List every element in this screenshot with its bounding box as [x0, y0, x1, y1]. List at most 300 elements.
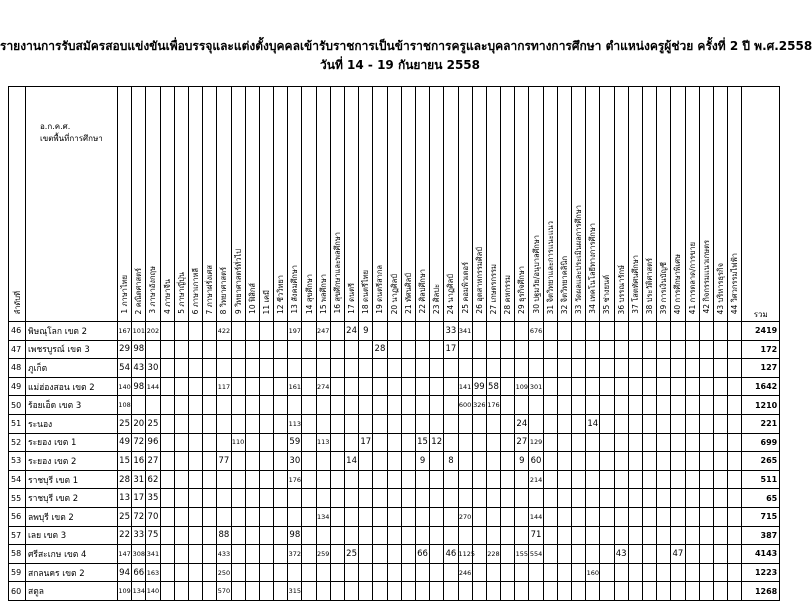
cell-subject-31 [543, 545, 557, 564]
cell-subject-10 [245, 452, 259, 471]
cell-subject-14 [302, 377, 316, 396]
cell-subject-18: 17 [359, 433, 373, 452]
cell-subject-44 [728, 322, 742, 341]
header-subject-27: 27 เกษตรกรรม [486, 87, 500, 322]
cell-subject-30: 144 [529, 507, 543, 526]
cell-subject-15 [316, 470, 330, 489]
header-subject-25: 25 คอมพิวเตอร์ [458, 87, 472, 322]
cell-subject-20 [387, 433, 401, 452]
cell-subject-39 [657, 582, 671, 601]
header-subject-17: 17 ดนตรี [345, 87, 359, 322]
cell-subject-41 [685, 470, 699, 489]
cell-subject-21 [401, 377, 415, 396]
cell-subject-35 [600, 470, 614, 489]
cell-subject-31 [543, 359, 557, 378]
cell-subject-28 [501, 340, 515, 359]
cell-subject-8: 117 [217, 377, 231, 396]
cell-subject-34 [586, 340, 600, 359]
cell-subject-27 [486, 526, 500, 545]
cell-subject-24 [444, 377, 458, 396]
cell-subject-6 [188, 359, 202, 378]
cell-subject-25 [458, 414, 472, 433]
cell-subject-34 [586, 377, 600, 396]
cell-subject-3: 25 [146, 414, 160, 433]
cell-subject-3: 144 [146, 377, 160, 396]
cell-subject-9 [231, 545, 245, 564]
cell-subject-35 [600, 433, 614, 452]
cell-subject-19 [373, 489, 387, 508]
table-row [9, 489, 780, 508]
cell-subject-18 [359, 377, 373, 396]
cell-subject-20 [387, 507, 401, 526]
cell-subject-2: 20 [132, 414, 146, 433]
cell-subject-12 [274, 507, 288, 526]
cell-subject-9: 110 [231, 433, 245, 452]
row-area: แม่ฮ่องสอน เขต 2 [26, 377, 118, 396]
cell-subject-13 [288, 396, 302, 415]
header-subject-5: 5 ภาษาญี่ปุ่น [174, 87, 188, 322]
cell-subject-38 [642, 452, 656, 471]
cell-subject-22 [415, 489, 429, 508]
cell-subject-27 [486, 470, 500, 489]
cell-subject-23 [430, 563, 444, 582]
cell-subject-23 [430, 452, 444, 471]
cell-subject-7 [203, 414, 217, 433]
row-no: 58 [9, 545, 26, 564]
cell-subject-35 [600, 582, 614, 601]
cell-subject-25 [458, 452, 472, 471]
cell-subject-9 [231, 489, 245, 508]
cell-subject-10 [245, 433, 259, 452]
table-row [9, 433, 780, 452]
cell-subject-17 [345, 340, 359, 359]
cell-subject-12 [274, 359, 288, 378]
cell-subject-11 [259, 470, 273, 489]
cell-subject-25: 270 [458, 507, 472, 526]
cell-subject-3 [146, 396, 160, 415]
row-no: 56 [9, 507, 26, 526]
cell-subject-6 [188, 489, 202, 508]
cell-subject-12 [274, 489, 288, 508]
cell-subject-44 [728, 340, 742, 359]
row-total: 1268 [742, 582, 780, 601]
cell-subject-26 [472, 489, 486, 508]
cell-subject-1: 28 [118, 470, 132, 489]
cell-subject-11 [259, 582, 273, 601]
cell-subject-25: 246 [458, 563, 472, 582]
cell-subject-28 [501, 489, 515, 508]
cell-subject-43 [713, 433, 727, 452]
header-subject-13: 13 สังคมศึกษา [288, 87, 302, 322]
cell-subject-27 [486, 359, 500, 378]
cell-subject-23 [430, 340, 444, 359]
cell-subject-21 [401, 414, 415, 433]
cell-subject-1: 49 [118, 433, 132, 452]
cell-subject-11 [259, 507, 273, 526]
cell-subject-40 [671, 396, 685, 415]
cell-subject-41 [685, 526, 699, 545]
header-subject-41: 41 การตลาด/การขาย [685, 87, 699, 322]
cell-subject-26 [472, 582, 486, 601]
cell-subject-42 [699, 396, 713, 415]
cell-subject-3: 30 [146, 359, 160, 378]
header-subject-6: 6 ภาษาเกาหลี [188, 87, 202, 322]
cell-subject-33 [572, 414, 586, 433]
cell-subject-12 [274, 396, 288, 415]
cell-subject-43 [713, 396, 727, 415]
cell-subject-36 [614, 377, 628, 396]
cell-subject-41 [685, 452, 699, 471]
cell-subject-18 [359, 526, 373, 545]
cell-subject-18 [359, 507, 373, 526]
table-row [9, 507, 780, 526]
cell-subject-44 [728, 396, 742, 415]
cell-subject-37 [628, 396, 642, 415]
cell-subject-42 [699, 433, 713, 452]
cell-subject-2: 66 [132, 563, 146, 582]
row-no: 50 [9, 396, 26, 415]
cell-subject-39 [657, 507, 671, 526]
cell-subject-10 [245, 340, 259, 359]
cell-subject-29 [515, 359, 529, 378]
header-area: อ.ก.ค.ศ. เขตพื้นที่การศึกษา [26, 87, 118, 322]
cell-subject-33 [572, 582, 586, 601]
cell-subject-32 [557, 452, 571, 471]
cell-subject-13: 315 [288, 582, 302, 601]
cell-subject-39 [657, 322, 671, 341]
cell-subject-36 [614, 396, 628, 415]
cell-subject-8 [217, 340, 231, 359]
row-total: 1642 [742, 377, 780, 396]
cell-subject-4 [160, 489, 174, 508]
cell-subject-39 [657, 489, 671, 508]
row-total: 2419 [742, 322, 780, 341]
cell-subject-5 [174, 377, 188, 396]
cell-subject-7 [203, 340, 217, 359]
cell-subject-35 [600, 396, 614, 415]
cell-subject-12 [274, 433, 288, 452]
cell-subject-31 [543, 526, 557, 545]
cell-subject-24: 17 [444, 340, 458, 359]
cell-subject-4 [160, 322, 174, 341]
cell-subject-1: 29 [118, 340, 132, 359]
header-subject-36: 36 บรรณารักษ์ [614, 87, 628, 322]
cell-subject-36 [614, 433, 628, 452]
cell-subject-7 [203, 359, 217, 378]
cell-subject-31 [543, 433, 557, 452]
cell-subject-40 [671, 377, 685, 396]
cell-subject-42 [699, 563, 713, 582]
cell-subject-43 [713, 582, 727, 601]
cell-subject-26 [472, 563, 486, 582]
cell-subject-44 [728, 582, 742, 601]
cell-subject-7 [203, 322, 217, 341]
header-subject-40: 40 การศึกษาพิเศษ [671, 87, 685, 322]
cell-subject-22: 9 [415, 452, 429, 471]
cell-subject-29 [515, 322, 529, 341]
cell-subject-20 [387, 322, 401, 341]
cell-subject-14 [302, 470, 316, 489]
cell-subject-17 [345, 377, 359, 396]
cell-subject-24 [444, 433, 458, 452]
cell-subject-19 [373, 582, 387, 601]
cell-subject-34 [586, 489, 600, 508]
cell-subject-29 [515, 507, 529, 526]
cell-subject-12 [274, 563, 288, 582]
cell-subject-16 [330, 545, 344, 564]
cell-subject-18 [359, 359, 373, 378]
cell-subject-9 [231, 377, 245, 396]
table-row [9, 563, 780, 582]
cell-subject-20 [387, 545, 401, 564]
cell-subject-38 [642, 563, 656, 582]
cell-subject-39 [657, 545, 671, 564]
row-no: 46 [9, 322, 26, 341]
report-date: วันที่ 14 - 19 กันยายน 2558 [320, 58, 480, 72]
cell-subject-29 [515, 563, 529, 582]
cell-subject-25: 600 [458, 396, 472, 415]
applicant-table [8, 86, 780, 601]
cell-subject-31 [543, 582, 557, 601]
cell-subject-17 [345, 507, 359, 526]
cell-subject-2: 16 [132, 452, 146, 471]
cell-subject-26 [472, 526, 486, 545]
cell-subject-30: 71 [529, 526, 543, 545]
cell-subject-38 [642, 377, 656, 396]
cell-subject-33 [572, 526, 586, 545]
cell-subject-13 [288, 507, 302, 526]
row-no: 53 [9, 452, 26, 471]
cell-subject-5 [174, 507, 188, 526]
row-area: ระนอง [26, 414, 118, 433]
cell-subject-15: 274 [316, 377, 330, 396]
cell-subject-32 [557, 507, 571, 526]
cell-subject-33 [572, 507, 586, 526]
cell-subject-5 [174, 452, 188, 471]
header-subject-2: 2 คณิตศาสตร์ [132, 87, 146, 322]
cell-subject-1: 15 [118, 452, 132, 471]
header-subject-1: 1 ภาษาไทย [118, 87, 132, 322]
header-subject-43: 43 บริหารธุรกิจ [713, 87, 727, 322]
cell-subject-28 [501, 545, 515, 564]
cell-subject-20 [387, 470, 401, 489]
header-subject-38: 38 ประวัติศาสตร์ [642, 87, 656, 322]
cell-subject-22 [415, 377, 429, 396]
cell-subject-26 [472, 507, 486, 526]
cell-subject-3: 27 [146, 452, 160, 471]
cell-subject-42 [699, 582, 713, 601]
cell-subject-1: 109 [118, 582, 132, 601]
header-no: ลำดับที่ [9, 87, 26, 322]
cell-subject-22: 66 [415, 545, 429, 564]
cell-subject-41 [685, 563, 699, 582]
cell-subject-26 [472, 452, 486, 471]
cell-subject-23 [430, 414, 444, 433]
cell-subject-13: 113 [288, 414, 302, 433]
cell-subject-17 [345, 526, 359, 545]
cell-subject-33 [572, 433, 586, 452]
cell-subject-11 [259, 563, 273, 582]
cell-subject-7 [203, 526, 217, 545]
cell-subject-19 [373, 563, 387, 582]
cell-subject-5 [174, 359, 188, 378]
cell-subject-29 [515, 582, 529, 601]
cell-subject-38 [642, 470, 656, 489]
cell-subject-18 [359, 563, 373, 582]
cell-subject-9 [231, 582, 245, 601]
cell-subject-7 [203, 452, 217, 471]
cell-subject-3: 163 [146, 563, 160, 582]
cell-subject-7 [203, 545, 217, 564]
cell-subject-24: 8 [444, 452, 458, 471]
cell-subject-43 [713, 377, 727, 396]
cell-subject-5 [174, 322, 188, 341]
header-subject-39: 39 การเงินบัญชี [657, 87, 671, 322]
cell-subject-30 [529, 582, 543, 601]
cell-subject-25 [458, 359, 472, 378]
cell-subject-13: 161 [288, 377, 302, 396]
cell-subject-4 [160, 377, 174, 396]
header-subject-12: 12 ชีววิทยา [274, 87, 288, 322]
cell-subject-15 [316, 489, 330, 508]
cell-subject-19 [373, 545, 387, 564]
cell-subject-16 [330, 507, 344, 526]
header-subject-14: 14 สุขศึกษา [302, 87, 316, 322]
cell-subject-30: 60 [529, 452, 543, 471]
header-subject-21: 21 ทัศนศิลป์ [401, 87, 415, 322]
cell-subject-28 [501, 322, 515, 341]
cell-subject-31 [543, 563, 557, 582]
cell-subject-33 [572, 322, 586, 341]
cell-subject-18 [359, 489, 373, 508]
cell-subject-36 [614, 452, 628, 471]
cell-subject-39 [657, 414, 671, 433]
cell-subject-6 [188, 433, 202, 452]
cell-subject-11 [259, 322, 273, 341]
cell-subject-17: 14 [345, 452, 359, 471]
cell-subject-26: 326 [472, 396, 486, 415]
cell-subject-34 [586, 359, 600, 378]
cell-subject-20 [387, 359, 401, 378]
cell-subject-33 [572, 563, 586, 582]
cell-subject-25 [458, 470, 472, 489]
cell-subject-5 [174, 414, 188, 433]
header-subject-44: 44 วิศวกรรมไฟฟ้า [728, 87, 742, 322]
cell-subject-18 [359, 545, 373, 564]
cell-subject-36 [614, 489, 628, 508]
row-total: 715 [742, 507, 780, 526]
cell-subject-38 [642, 545, 656, 564]
cell-subject-42 [699, 452, 713, 471]
cell-subject-2: 308 [132, 545, 146, 564]
row-total: 387 [742, 526, 780, 545]
cell-subject-16 [330, 452, 344, 471]
cell-subject-18 [359, 452, 373, 471]
cell-subject-30: 554 [529, 545, 543, 564]
cell-subject-28 [501, 582, 515, 601]
cell-subject-4 [160, 433, 174, 452]
cell-subject-36 [614, 470, 628, 489]
header-subject-18: 18 ดนตรีไทย [359, 87, 373, 322]
cell-subject-11 [259, 414, 273, 433]
cell-subject-15 [316, 359, 330, 378]
cell-subject-35 [600, 359, 614, 378]
cell-subject-42 [699, 340, 713, 359]
cell-subject-19: 28 [373, 340, 387, 359]
cell-subject-3: 75 [146, 526, 160, 545]
cell-subject-4 [160, 526, 174, 545]
cell-subject-16 [330, 340, 344, 359]
cell-subject-1: 22 [118, 526, 132, 545]
cell-subject-22 [415, 563, 429, 582]
cell-subject-4 [160, 396, 174, 415]
cell-subject-13: 59 [288, 433, 302, 452]
cell-subject-6 [188, 470, 202, 489]
row-area: ระยอง เขต 1 [26, 433, 118, 452]
cell-subject-43 [713, 563, 727, 582]
cell-subject-43 [713, 545, 727, 564]
cell-subject-25 [458, 433, 472, 452]
cell-subject-13 [288, 563, 302, 582]
cell-subject-37 [628, 433, 642, 452]
cell-subject-14 [302, 359, 316, 378]
cell-subject-24 [444, 526, 458, 545]
cell-subject-23 [430, 582, 444, 601]
cell-subject-29: 9 [515, 452, 529, 471]
cell-subject-9 [231, 414, 245, 433]
cell-subject-40 [671, 359, 685, 378]
cell-subject-40 [671, 340, 685, 359]
cell-subject-40 [671, 433, 685, 452]
cell-subject-40 [671, 414, 685, 433]
cell-subject-42 [699, 414, 713, 433]
cell-subject-32 [557, 489, 571, 508]
cell-subject-9 [231, 340, 245, 359]
cell-subject-2 [132, 396, 146, 415]
header-subject-4: 4 ภาษาจีน [160, 87, 174, 322]
cell-subject-35 [600, 340, 614, 359]
cell-subject-1: 54 [118, 359, 132, 378]
row-no: 59 [9, 563, 26, 582]
cell-subject-21 [401, 433, 415, 452]
row-total: 65 [742, 489, 780, 508]
cell-subject-24 [444, 470, 458, 489]
cell-subject-7 [203, 470, 217, 489]
cell-subject-14 [302, 582, 316, 601]
cell-subject-8: 77 [217, 452, 231, 471]
cell-subject-42 [699, 470, 713, 489]
cell-subject-26 [472, 414, 486, 433]
cell-subject-27 [486, 507, 500, 526]
cell-subject-31 [543, 414, 557, 433]
cell-subject-43 [713, 452, 727, 471]
cell-subject-10 [245, 322, 259, 341]
cell-subject-21 [401, 489, 415, 508]
cell-subject-18: 9 [359, 322, 373, 341]
row-no: 60 [9, 582, 26, 601]
cell-subject-11 [259, 433, 273, 452]
cell-subject-37 [628, 377, 642, 396]
cell-subject-38 [642, 582, 656, 601]
cell-subject-20 [387, 489, 401, 508]
cell-subject-34 [586, 507, 600, 526]
cell-subject-42 [699, 322, 713, 341]
cell-subject-22 [415, 322, 429, 341]
row-no: 57 [9, 526, 26, 545]
cell-subject-26 [472, 433, 486, 452]
row-area: ระยอง เขต 2 [26, 452, 118, 471]
cell-subject-14 [302, 563, 316, 582]
